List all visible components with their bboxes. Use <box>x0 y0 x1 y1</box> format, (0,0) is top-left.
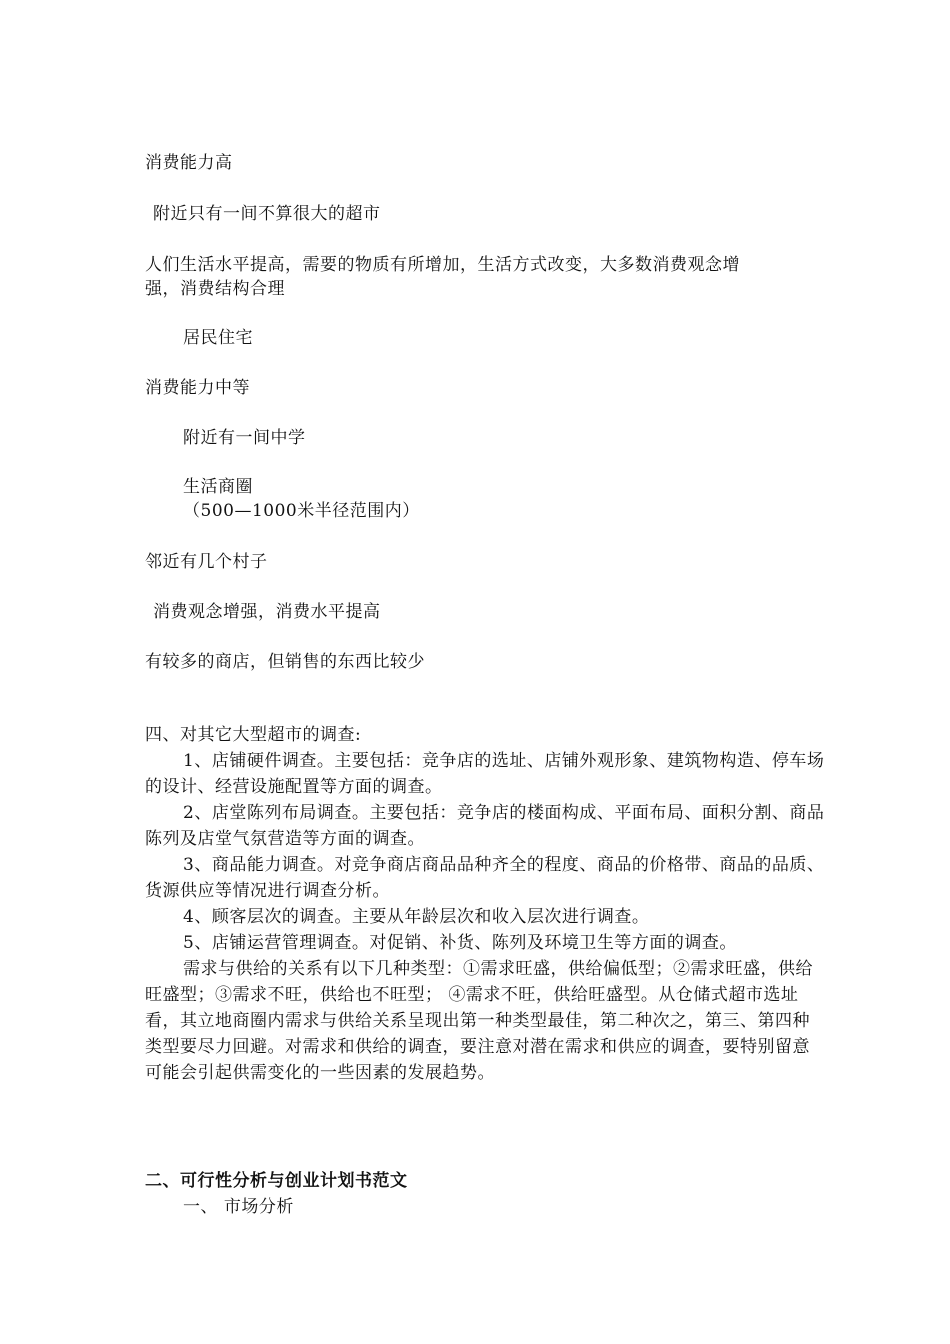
text-line: （500—1000米半径范围内） <box>183 501 420 521</box>
text-line: 人们生活水平提高，需要的物质有所增加，生活方式改变，大多数消费观念增 <box>145 255 740 275</box>
text-line: 消费能力中等 <box>145 378 250 398</box>
text-line: 邻近有几个村子 <box>145 552 268 572</box>
text-line: 消费观念增强，消费水平提高 <box>153 602 381 622</box>
section-four <box>145 722 825 1086</box>
section-title: 四、对其它大型超市的调查: <box>145 725 362 745</box>
text-line: 附近有一间中学 <box>183 428 306 448</box>
text-line: 居民住宅 <box>183 328 253 348</box>
list-item: 2、店堂陈列布局调查。主要包括：竞争店的楼面构成、平面布局、面积分割、商品陈列及店堂气氛营造等方面的调查。 <box>145 803 825 849</box>
paragraph: 需求与供给的关系有以下几种类型：①需求旺盛，供给偏低型；②需求旺盛，供给旺盛型；③需求不旺，供给也不旺型； ④需求不旺，供给旺盛型。从仓储式超市选址看，其立地商圈内需求与供给关系呈现出第一种类型最佳，第二种次之，第三、第四种类型要尽力回避。对需求和供给的调查，要注意对潜在需求和供应的调查，要特别留意可能会引起供需变化的一些因素的发展趋势。 <box>145 959 813 1083</box>
list-item: 5、店铺运营管理调查。对促销、补货、陈列及环境卫生等方面的调查。 <box>183 933 737 953</box>
text-line: 有较多的商店，但销售的东西比较少 <box>145 652 425 672</box>
text-line: 生活商圈 <box>183 477 253 497</box>
list-item: 3、商品能力调查。对竞争商店商品品种齐全的程度、商品的价格带、商品的品质、货源供应等情况进行调查分析。 <box>145 855 825 901</box>
section-heading: 二、可行性分析与创业计划书范文 <box>145 1171 408 1191</box>
text-line: 消费能力高 <box>145 153 233 173</box>
list-item: 4、顾客层次的调查。主要从年龄层次和收入层次进行调查。 <box>183 907 650 927</box>
text-line: 强，消费结构合理 <box>145 279 285 299</box>
text-line: 附近只有一间不算很大的超市 <box>153 204 381 224</box>
subsection-heading: 一、 市场分析 <box>183 1197 294 1217</box>
list-item: 1、店铺硬件调查。主要包括：竞争店的选址、店铺外观形象、建筑物构造、停车场的设计、经营设施配置等方面的调查。 <box>145 751 825 797</box>
